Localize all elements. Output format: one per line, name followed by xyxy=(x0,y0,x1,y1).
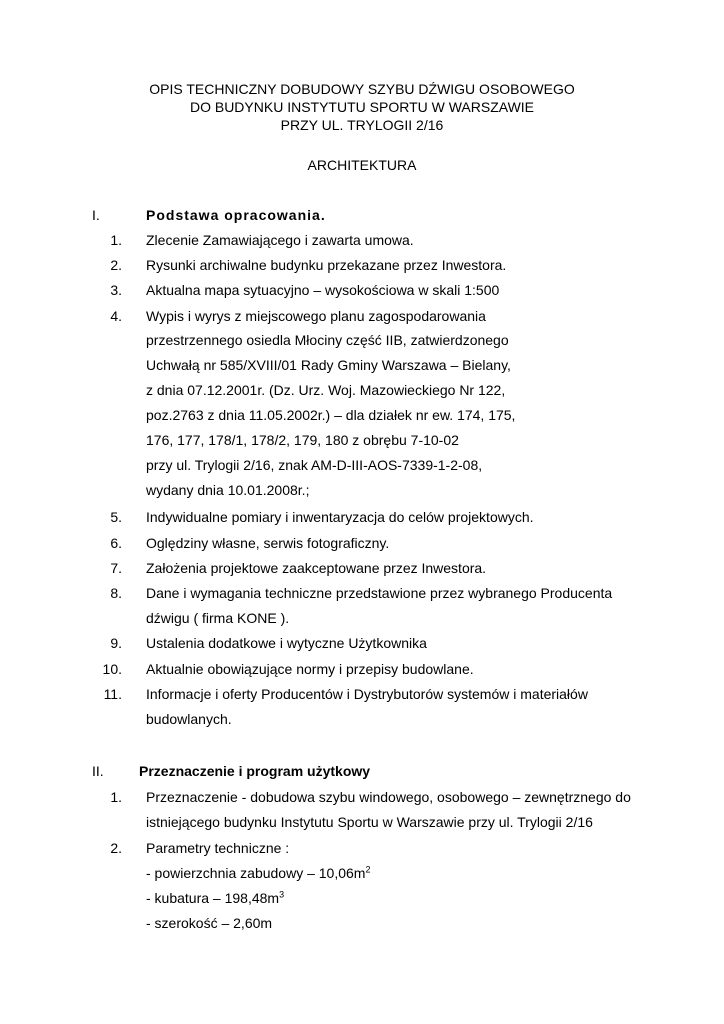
section1-title: Podstawa opracowania. xyxy=(146,207,326,223)
header-line-1: OPIS TECHNICZNY DOBUDOWY SZYBU DŹWIGU OSOBOWEGO xyxy=(149,81,575,97)
document-page: OPIS TECHNICZNY DOBUDOWY SZYBU DŹWIGU OSOBOWEGO DO BUDYNKU INSTYTUTU SPORTU W WARSZAWIE PRZY UL. TRYLOGII 2/16 ARCHITEKTURA I. Podstawa opracowania. 1. Zlecenie Zamawiającego i zawarta umowa. 2. Rysunki archiwalne budynku przekazane przez Inwestora. 3. Aktualna mapa sytuacyjno – wysokościowa w skali 1:500 4. Wypis i wyrys z miejscowego planu zagospodarowania przestrzennego osiedla Młociny część IIB, zatwierdzonego Uchwałą nr 585/XVIII/01 Rady Gminy Warszawa – Bielany, z dnia 07.12.2001r. (Dz. Urz. Woj. Mazowieckiego Nr 122, poz.2763 z dnia 11.05.2002r.) – dla działek nr ew. 174, 175, 176, 177, 178/1, 178/2, 179, 180 z obrębu 7-10-02 przy ul. Trylogii 2/16, znak AM-D-III-AOS-7339-1-2-08, wydany dnia 10.01.2008r.; 5. Indywidualne pomiary i inwentaryzacja do celów projektowych. 6. Oględziny własne, serwis fotograficzny. 7. Założenia projektowe zaakceptowane przez Inwestora. 8. Dane i wymagania techniczne przedstawione przez wybranego Producenta dźwigu ( firma KONE ). 9. Ustalenia dodatkowe i wytyczne Użytkownika 10. Aktualnie obowiązujące normy i przepisy budowlane. 11. Informacje i oferty Producentów i Dystrybutorów systemów i materiałów budowlanych. II. Przeznaczenie i program użytkowy 1. Przeznaczenie - dobudowa szybu windowego, osobowego – zewnętrznego do istniejącego budynku Instytutu Sportu w Warszawie przy ul. Trylogii 2/16 2. Parametry techniczne : - powierzchnia zabudowy – $10,06m^2$ - kubatura – $198,48m^3$ - szerokość – 2,60m xyxy=(0,0,724,1024)
section1-number: I. xyxy=(92,207,100,223)
section2-title: Przeznaczenie i program użytkowy xyxy=(139,763,371,779)
param-width: - szerokość – 2,60m xyxy=(146,915,273,931)
header-line-3: PRZY UL. TRYLOGII 2/16 xyxy=(280,117,444,133)
section2-number: II. xyxy=(92,763,104,779)
param-volume: - kubatura – $198,48m^3$ xyxy=(146,889,285,906)
header-subtitle: ARCHITEKTURA xyxy=(307,157,417,173)
header-line-2: DO BUDYNKU INSTYTUTU SPORTU W WARSZAWIE xyxy=(189,99,535,115)
param-area: - powierzchnia zabudowy – $10,06m^2$ xyxy=(146,864,371,881)
